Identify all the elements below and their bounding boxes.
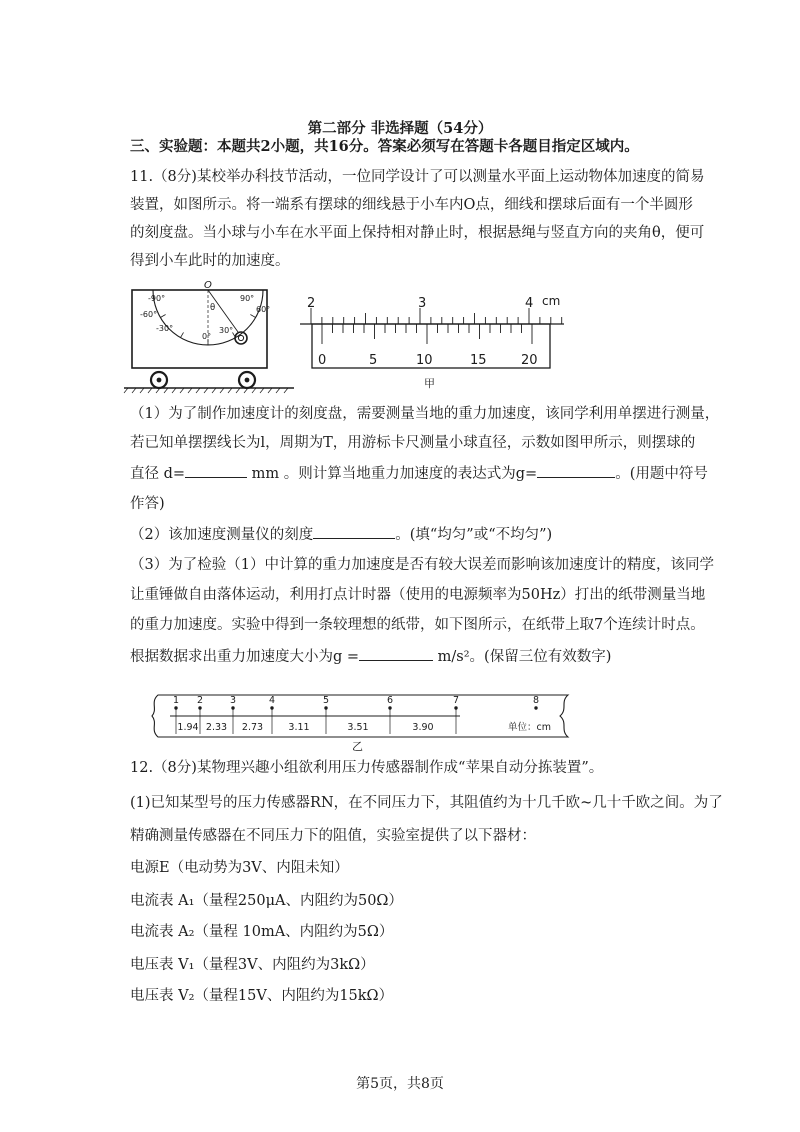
- angle-label-neg90: -90°: [148, 294, 166, 303]
- cart-accelerometer-figure: [118, 280, 298, 395]
- vernier-label-15: 15: [470, 353, 487, 368]
- q11-p3-line-2: 让重锤做自由落体运动，利用打点计时器（使用的电源频率为50Hz）打出的纸带测量当地: [130, 587, 706, 603]
- g-value-unit-hint: m/s²。(保留三位有效数字): [437, 649, 612, 665]
- tape-segment-values: [177, 722, 433, 733]
- q12-intro: 12.（8分)某物理兴趣小组欲利用压力传感器制作成“苹果自动分拣装置”。: [130, 760, 604, 776]
- part-heading: 三、实验题：本题共2小题，共16分。答案必须写在答题卡各题目指定区域内。: [130, 138, 639, 155]
- g-expression-label: mm 。则计算当地重力加速度的表达式为g=: [251, 466, 538, 482]
- equipment-voltmeter-v1: 电压表 V₁（量程3V、内阻约为3kΩ）: [130, 957, 375, 973]
- q11-intro-line-4: 得到小车此时的加速度。: [130, 253, 290, 269]
- angle-label-30: 30°: [219, 326, 234, 335]
- equipment-voltmeter-v2: 电压表 V₂（量程15V、内阻约为15kΩ）: [130, 988, 394, 1004]
- tape-point-label: 2: [197, 695, 204, 706]
- angle-label-0: 0°: [202, 332, 212, 341]
- g-expression-answer-blank[interactable]: [537, 463, 615, 478]
- section-title: 第二部分 非选择题（54分）: [307, 120, 493, 137]
- q11-p1-line-3: [130, 463, 708, 484]
- notation-hint: 。(用题中符号: [615, 466, 708, 482]
- main-label-2: 2: [307, 296, 316, 311]
- q11-p3-line-1: （3）为了检验（1）中计算的重力加速度是否有较大误差而影响该加速度计的精度，该同学: [130, 557, 714, 573]
- tape-point-label: 1: [173, 695, 180, 706]
- vernier-caliper-figure: [300, 290, 568, 390]
- scale-question-hint: 。(填“均匀”或“不均匀”): [395, 527, 553, 543]
- tape-point-label: 3: [230, 695, 237, 706]
- q11-p2-line: [130, 524, 552, 545]
- q11-p1-line-1: （1）为了制作加速度计的刻度盘，需要测量当地的重力加速度，该同学利用单摆进行测量，: [130, 406, 720, 422]
- figure-caption-yi: 乙: [352, 740, 363, 752]
- tape-segment-value: 3.90: [412, 722, 434, 733]
- q12-p1-line-2: 精确测量传感器在不同压力下的阻值，实验室提供了以下器材：: [130, 828, 536, 844]
- main-label-4: 4: [525, 296, 534, 311]
- angle-label-90: 90°: [240, 294, 255, 303]
- diameter-answer-blank[interactable]: [185, 463, 247, 478]
- g-value-label: 根据数据求出重力加速度大小为g =: [130, 649, 360, 665]
- g-value-answer-blank[interactable]: [359, 646, 433, 661]
- equipment-ammeter-a1: 电流表 A₁（量程250μA、内阻约为50Ω）: [130, 893, 403, 909]
- tape-unit-label: 单位：cm: [508, 722, 551, 733]
- tape-point-label: 8: [533, 695, 540, 706]
- tape-segment-value: 2.73: [241, 722, 264, 733]
- tape-point-label: 5: [323, 695, 330, 706]
- tape-point-label: 7: [453, 695, 460, 706]
- tape-segment-value: 1.94: [177, 722, 199, 733]
- paper-tape-figure: [150, 690, 580, 752]
- equipment-ammeter-a2: 电流表 A₂（量程 10mA、内阻约为5Ω）: [130, 924, 394, 940]
- tape-point-label: 4: [269, 695, 276, 706]
- diameter-label: 直径 d=: [130, 466, 186, 482]
- q12-p1-line-1: (1)已知某型号的压力传感器RN，在不同压力下，其阻值约为十几千欧~几十千欧之间。为了: [130, 795, 723, 811]
- theta-label: θ: [210, 303, 216, 313]
- vernier-label-0: 0: [318, 353, 327, 368]
- q11-p3-line-3: 的重力加速度。实验中得到一条较理想的纸带，如下图所示，在纸带上取7个连续计时点。: [130, 617, 705, 633]
- q11-intro-line-2: 装置，如图所示。将一端系有摆球的细线悬于小车内O点，细线和摆球后面有一个半圆形: [130, 197, 693, 213]
- angle-label-60: 60°: [256, 305, 271, 314]
- vernier-label-20: 20: [521, 353, 538, 368]
- pivot-label: O: [204, 280, 212, 291]
- q11-p1-line-4: 作答): [130, 496, 165, 512]
- vernier-scale-ticks: [322, 324, 532, 344]
- tape-segment-value: 3.11: [288, 722, 310, 733]
- angle-label-neg60: -60°: [140, 310, 158, 319]
- tape-point-label: 6: [387, 695, 394, 706]
- figure-caption-jia: 甲: [424, 377, 435, 390]
- main-label-3: 3: [418, 296, 427, 311]
- scale-question-label: （2）该加速度测量仪的刻度: [130, 527, 314, 543]
- tape-segment-value: 2.33: [205, 722, 228, 733]
- vernier-label-10: 10: [416, 353, 433, 368]
- equipment-power-source: 电源E（电动势为3V、内阻未知）: [130, 860, 349, 876]
- tape-point: [534, 706, 537, 709]
- angle-label-neg30: -30°: [156, 324, 174, 333]
- q11-p3-line-4: [130, 646, 611, 667]
- tape-segment-value: 3.51: [347, 722, 369, 733]
- q11-p1-line-2: 若已知单摆摆线长为l，周期为T，用游标卡尺测量小球直径，示数如图甲所示，则摆球的: [130, 435, 696, 451]
- vernier-label-5: 5: [369, 353, 378, 368]
- scale-uniformity-answer-blank[interactable]: [313, 524, 395, 539]
- q11-intro-line-1: 11.（8分)某校举办科技节活动，一位同学设计了可以测量水平面上运动物体加速度的简易: [130, 169, 705, 185]
- page-number: 第5页，共8页: [356, 1076, 444, 1092]
- tape-point-labels: [173, 695, 539, 706]
- main-scale-unit: cm: [542, 294, 561, 308]
- q11-intro-line-3: 的刻度盘。当小球与小车在水平面上保持相对静止时，根据悬绳与竖直方向的夹角θ，便可: [130, 225, 705, 241]
- ground-hatching: [124, 388, 288, 393]
